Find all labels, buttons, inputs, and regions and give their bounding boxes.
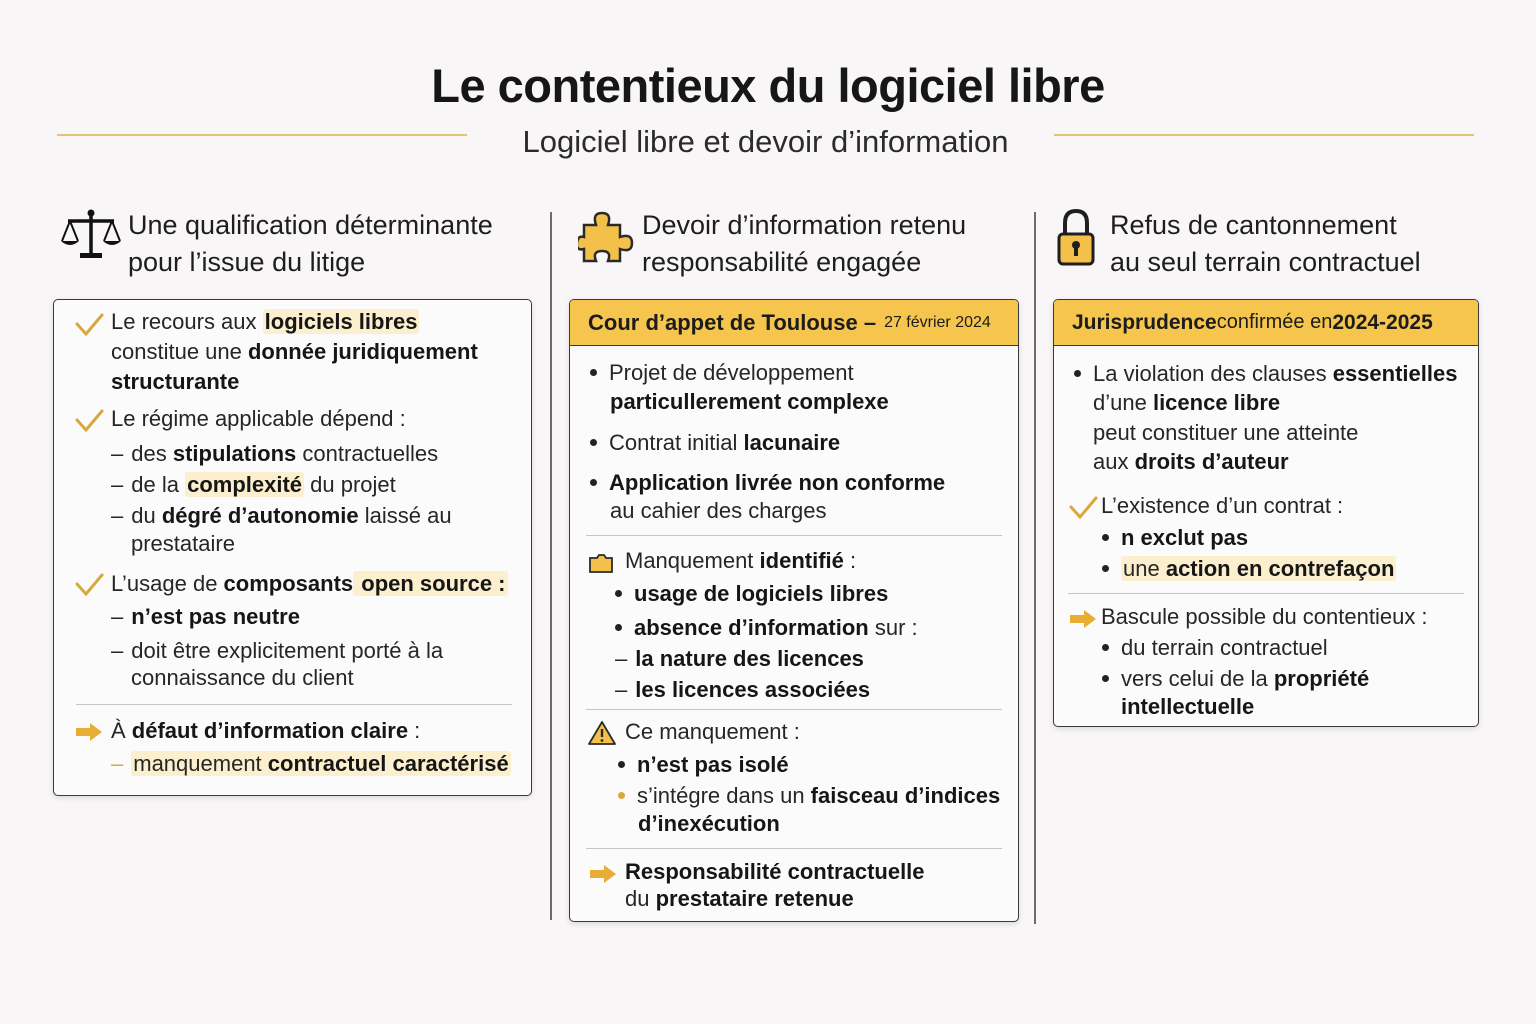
text-line: d’inexécution [638,811,780,836]
list-item: La violation des clauses essentielles [1074,360,1457,388]
list-item: s’intégre dans un faisceau d’indices [618,782,1000,810]
puzzle-icon [578,207,634,265]
list-item: Contrat initial lacunaire [590,429,840,457]
list-item: Projet de développement [590,359,854,387]
list-item: – de la complexité du projet [111,472,396,497]
separator [76,704,512,705]
list-item: – doit être explicitement porté à la [111,638,444,663]
check-icon [74,572,104,598]
text-line: particullerement complexe [610,389,889,414]
page-subtitle: Logiciel libre et devoir d’information [522,124,1009,159]
column-divider [550,212,552,920]
text-line: peut constituer une atteinte [1093,420,1359,445]
text-line: connaissance du client [131,665,354,690]
list-item: vers celui de la propriété [1102,665,1369,693]
list-item: Application livrée non conforme [590,469,945,497]
separator [586,709,1002,710]
jurisprudence-card [1053,299,1479,727]
text-line: du prestataire retenue [625,886,854,911]
list-item: du terrain contractuel [1102,634,1328,662]
column-divider [1034,212,1036,924]
check-icon [1068,495,1098,521]
padlock-icon [1056,207,1096,269]
list-item: n’est pas isolé [618,751,789,779]
page-title: Le contentieux du logiciel libre [431,59,1105,112]
scales-icon [60,207,122,263]
column-1-heading [60,207,493,281]
arrow-right-icon [74,721,104,743]
card-header: Jurisprudence confirmée en 2024-2025 [1054,300,1478,346]
list-item: – manquement contractuel caractérisé [111,751,509,776]
column-2-title: Devoir d’information retenu responsabilité engagée [642,210,967,277]
list-item: – du dégré d’autonomie laissé au [111,503,452,528]
text-line: aux droits d’auteur [1093,449,1289,474]
arrow-right-icon [1068,608,1098,630]
text-line: Manquement identifié : [625,548,857,573]
text-line: Le régime applicable dépend : [111,406,406,431]
folder-icon [588,552,614,574]
check-icon [74,408,104,434]
separator [1068,593,1464,594]
text-line: L’existence d’un contrat : [1101,493,1344,518]
subtitle-row [57,124,1474,164]
column-2-heading [578,207,966,281]
column-3-title: Refus de cantonnement au seul terrain contractuel [1110,210,1421,277]
text-line: d’une licence libre [1093,390,1281,415]
list-item: – n’est pas neutre [111,604,300,629]
text-line: À défaut d’information claire : [111,718,421,743]
list-item: n exclut pas [1102,524,1248,552]
qualification-card [53,299,532,796]
list-item: – des stipulations contractuelles [111,441,439,466]
text-line: structurante [111,369,240,394]
card-header: Cour d’appet de Toulouse – 27 février 2024 [570,300,1018,346]
text-line: prestataire [131,531,235,556]
check-icon [74,312,104,338]
text-line: Responsabilité contractuelle [625,859,925,884]
text-line: Ce manquement : [625,719,800,744]
list-item: une action en contrefaçon [1102,555,1396,583]
column-3-heading [1056,207,1421,281]
text-line: L’usage de composants open source : [111,571,506,596]
text-line: constitue une donnée juridiquement [111,339,478,364]
text-line: intellectuelle [1121,694,1255,719]
list-item: – les licences associées [615,677,871,702]
text-line: Le recours aux logiciels libres [111,309,418,334]
text-line: au cahier des charges [610,498,827,523]
list-item: – la nature des licences [615,646,864,671]
text-line: Bascule possible du contentieux : [1101,604,1428,629]
list-item: usage de logiciels libres [615,580,888,608]
warning-icon [588,720,616,746]
arrow-right-icon [588,863,618,885]
toulouse-ruling-card [569,299,1019,922]
list-item: absence d’information sur : [615,614,918,642]
separator [586,535,1002,536]
column-1-title: Une qualification déterminante pour l’issue du litige [128,210,493,277]
separator [586,848,1002,849]
